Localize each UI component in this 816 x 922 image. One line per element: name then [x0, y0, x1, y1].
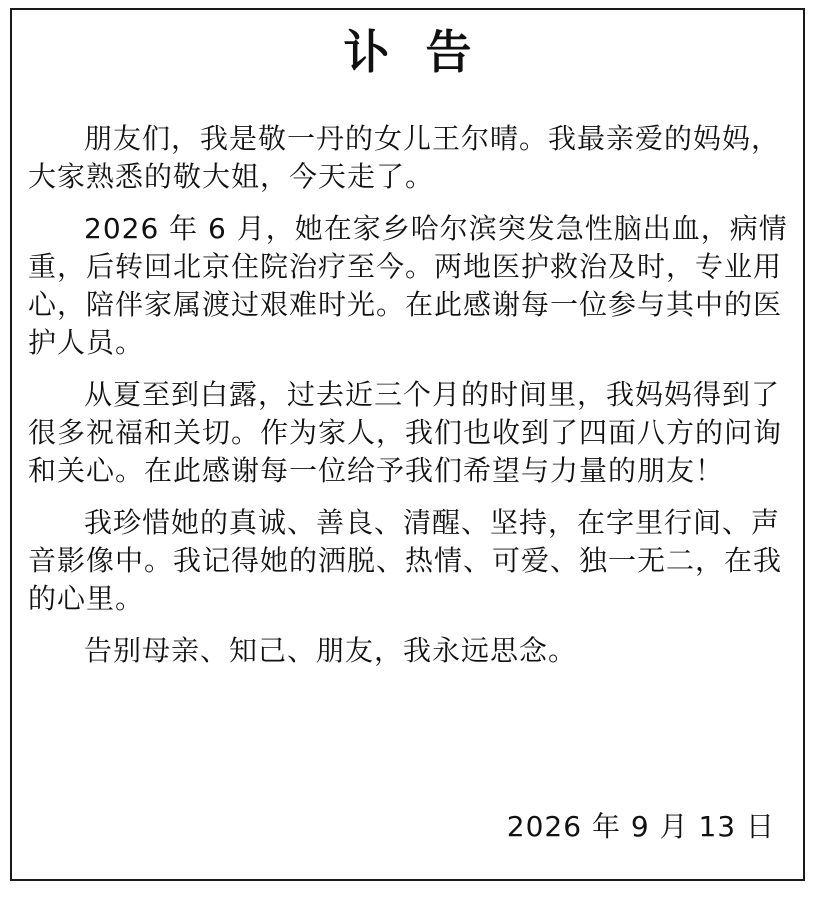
paragraph-2: 2026 年 6 月，她在家乡哈尔滨突发急性脑出血，病情重，后转回北京住院治疗至今。两地医护救治及时，专业用心，陪伴家属渡过艰难时光。在此感谢每一位参与其中的医护人员。 — [28, 212, 788, 359]
paragraph-1: 朋友们，我是敬一丹的女儿王尔晴。我最亲爱的妈妈，大家熟悉的敬大姐，今天走了。 — [28, 122, 781, 193]
paragraph-3: 从夏至到白露，过去近三个月的时间里，我妈妈得到了很多祝福和关切。作为家人，我们也收到了四面八方的问询和关心。在此感谢每一位给予我们希望与力量的朋友！ — [28, 378, 783, 487]
notice-frame — [10, 8, 805, 881]
notice-body — [28, 120, 790, 684]
notice-date: 2026 年 9 月 13 日 — [506, 810, 775, 843]
paragraph-4: 我珍惜她的真诚、善良、清醒、坚持，在字里行间、声音影像中。我记得她的洒脱、热情、可爱、独一无二，在我的心里。 — [28, 506, 783, 615]
paragraph-5: 告别母亲、知己、朋友，我永远思念。 — [84, 634, 578, 667]
notice-title: 讣告 — [343, 25, 508, 79]
